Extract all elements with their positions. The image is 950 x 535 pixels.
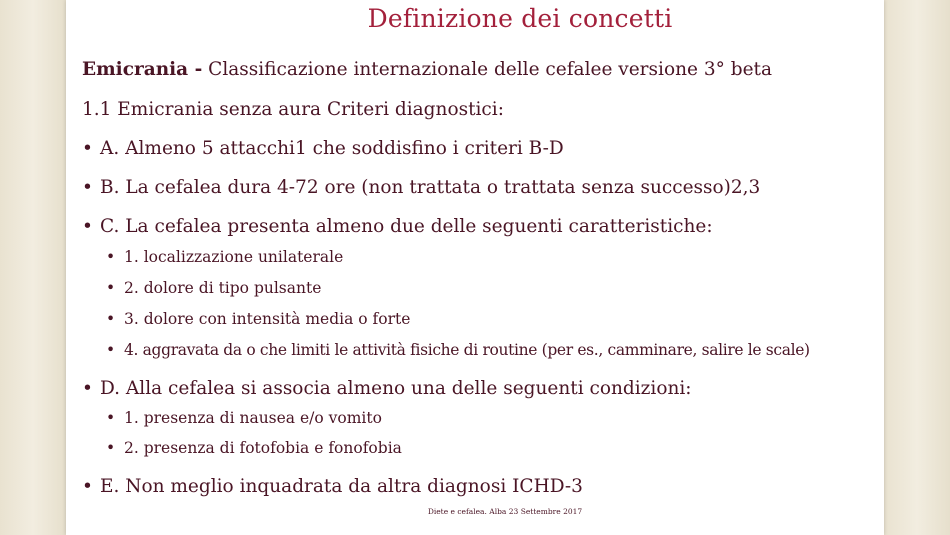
criterion-b	[82, 177, 760, 198]
slide-footer: Diete e cefalea. Alba 23 Settembre 2017	[427, 507, 583, 516]
sub-criterion-text: 2. presenza di fotofobia e fonofobia	[124, 439, 402, 457]
intro-term: Emicrania -	[82, 59, 203, 80]
criterion-c-sub-4	[106, 341, 810, 359]
sub-criterion-text: 1. presenza di nausea e/o vomito	[124, 409, 382, 427]
bullet-icon: •	[106, 310, 116, 328]
criterion-c-sub-1	[106, 248, 343, 266]
bullet-icon: •	[82, 476, 93, 497]
bullet-icon: •	[106, 409, 116, 427]
criterion-d	[82, 378, 692, 399]
criterion-d-sub-1	[106, 409, 382, 427]
criterion-d-sub-2	[106, 439, 402, 457]
intro-line	[82, 59, 772, 80]
slide	[66, 0, 884, 535]
bullet-icon: •	[106, 248, 116, 266]
bullet-icon: •	[106, 341, 115, 359]
background-right	[884, 0, 950, 535]
criterion-text: C. La cefalea presenta almeno due delle seguenti caratteristiche:	[100, 216, 713, 237]
background-left	[0, 0, 66, 535]
sub-criterion-text: 2. dolore di tipo pulsante	[124, 279, 322, 297]
criterion-a	[82, 138, 564, 159]
bullet-icon: •	[106, 439, 116, 457]
intro-description: Classificazione internazionale delle cefalee versione 3° beta	[202, 59, 772, 80]
criteria-heading: 1.1 Emicrania senza aura Criteri diagnostici:	[82, 99, 504, 120]
slide-title: Definizione dei concetti	[367, 4, 673, 33]
criterion-text: A. Almeno 5 attacchi1 che soddisfino i criteri B-D	[100, 138, 564, 159]
sub-criterion-text: 3. dolore con intensità media o forte	[124, 310, 411, 328]
bullet-icon: •	[82, 216, 93, 237]
sub-criterion-text: 4. aggravata da o che limiti le attività fisiche di routine (per es., camminare, salire le scale)	[124, 341, 810, 359]
criterion-c-sub-3	[106, 310, 410, 328]
criterion-c	[82, 216, 713, 237]
criterion-e	[82, 476, 583, 497]
bullet-icon: •	[82, 177, 93, 198]
criterion-text: D. Alla cefalea si associa almeno una delle seguenti condizioni:	[100, 378, 692, 399]
bullet-icon: •	[106, 279, 116, 297]
bullet-icon: •	[82, 138, 93, 159]
bullet-icon: •	[82, 378, 93, 399]
sub-criterion-text: 1. localizzazione unilaterale	[124, 248, 344, 266]
criterion-text: E. Non meglio inquadrata da altra diagnosi ICHD-3	[100, 476, 583, 497]
criterion-text: B. La cefalea dura 4-72 ore (non trattata o trattata senza successo)2,3	[100, 177, 761, 198]
criterion-c-sub-2	[106, 279, 321, 297]
